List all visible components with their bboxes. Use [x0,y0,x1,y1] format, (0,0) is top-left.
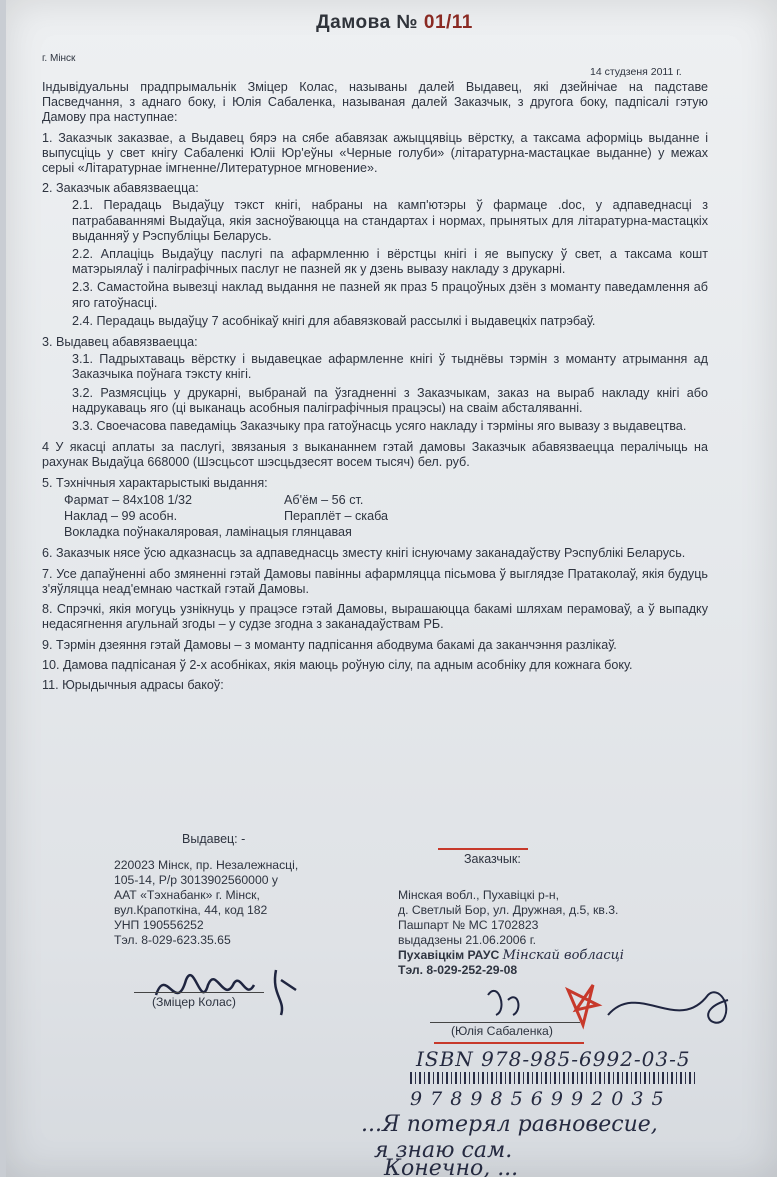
publisher-line: Тэл. 8-029-623.35.65 [114,933,231,947]
customer-issuer-handwritten: Мінскай вобласці [502,948,624,963]
clause-2-heading: 2. Заказчык абавязваецца: [42,181,199,196]
clause-11: 11. Юрыдычныя адрасы бакоў: [42,677,224,692]
clause-2-1: 2.1. Перадаць Выдаўцу тэкст кнігі, набраны на камп'ютэры ў фармаце .doc, у адпаведнасці з патрабаваннямі Выдаўца, якія засноўваюцца на стандартах і нормах, прынятых для літаратурна-мастацкіх выданняў у Рэспубліцы Беларусь. [72,198,708,243]
clause-9: 9. Тэрмін дзеяння гэтай Дамовы – з моманту падпісання абодвума бакамі да заканчэння разлікаў. [42,637,617,652]
customer-label-underline [438,848,528,850]
contract-page [6,0,777,1177]
handwritten-isbn: ISBN 978-985-6992-03-5 [416,1047,691,1071]
clause-7: 7. Усе дапаўненні або змяненні гэтай Дамовы павінны афармляцца пісьмова ў выглядзе Пратаколаў, якія будуць з'яўляцца неад'емнаю часткай гэтай Дамовы. [42,566,708,596]
spec-format: Фармат – 84х108 1/32 [64,492,193,507]
clause-2-4: 2.4. Перадаць выдаўцу 7 асобнікаў кнігі для абавязковай рассылкі і выдавецкіх патрэбаў. [72,313,596,328]
publisher-line: УНП 190556252 [114,918,204,932]
publisher-line: ААТ «Тэхнабанк» г. Мінск, [114,888,260,902]
handwritten-poem-line-3: Конечно, ... [384,1156,519,1177]
handwritten-poem-line-1: ...Я потерял равновесие, [361,1112,658,1137]
handwritten-barcode-digits: 9 7 8 9 8 5 6 9 9 2 0 3 5 [410,1088,665,1110]
contract-title [6,12,777,34]
publisher-line: вул.Крапоткіна, 44, код 182 [114,903,268,917]
clause-3-1: 3.1. Падрыхтаваць вёрстку і выдавецкае афармленне кнігі ў тыднёвы тэрмін з моманту атрымання ад Заказчыка поўнага тэксту кнігі. [72,352,708,382]
clause-8: 8. Спрэчкі, якія могуць узнікнуць у працэсе гэтай Дамовы, вырашаюцца бакамі шляхам перамоваў, а ў выпадку недасягнення агульнай згоды – у судзе згодна з заканадаўствам РБ. [42,602,708,632]
clause-6: 6. Заказчык нясе ўсю адказнасць за адпаведнасць зместу кнігі існуючаму заканадаўству Рэспублікі Беларусь. [42,546,686,561]
publisher-signature-icon [146,955,316,1025]
customer-line: д. Светлый Бор, ул. Дружная, д.5, кв.3. [398,903,619,917]
customer-sign-line [430,1022,580,1023]
customer-sign-underline [434,1042,584,1044]
clause-2-2: 2.2. Аплаціць Выдаўцу паслугі па афармленню і вёрстцы кнігі і яе выпуску ў свет, а таксама кошт матэрыялаў і паліграфічных паслуг не пазней як у дзень вывазу накладу з друкарні. [72,247,708,277]
clause-3-heading: 3. Выдавец абавязваецца: [42,335,198,350]
customer-address [398,888,738,978]
publisher-line: 220023 Мінск, пр. Незалежнасці, [114,858,299,872]
spec-print-run: Наклад – 99 асобн. [64,509,178,524]
intro-paragraph: Індывідуальны прадпрымальнік Зміцер Колас, называны далей Выдавец, які дзейнічае на падставе Пасведчання, з аднаго боку, і Юлія Сабаленка, называная далей Заказчык, з другога боку, падпісалі гэтую Дамову пра наступнае: [42,80,708,125]
customer-issuer: Пухавіцкім РАУС [398,948,500,962]
publisher-line: 105-14, Р/р 3013902560000 у [114,873,278,887]
customer-label: Заказчык: [464,852,521,866]
barcode-icon [410,1072,695,1084]
customer-phone: Тэл. 8-029-252-29-08 [398,963,518,977]
customer-line: выдадзены 21.06.2006 г. [398,933,537,947]
contract-body [42,80,708,698]
spec-binding: Пераплёт – скаба [284,509,389,524]
clause-2-3: 2.3. Самастойна вывезці наклад выдання не пазней як праз 5 працоўных дзён з моманту паведамлення аб яго гатоўнасці. [72,280,708,310]
clause-1: 1. Заказчык заказвае, а Выдавец бярэ на сябе абавязак ажыццявіць вёрстку, а таксама аформіць выданне і выпусціць у свет кнігу Сабаленкі Юліі Юр'еўны «Черные голуби» (літаратурна-мастацкае выданне) у межах серыі «Літаратурнае імгненне/Литературное мгновение». [42,130,708,176]
publisher-address [114,858,354,948]
clause-4: 4 У якасці аплаты за паслугі, звязаныя з выкананнем гэтай дамовы Заказчык абавязваецца пералічыць на рахунак Выдаўца 668000 (Шэсцьсот шэсцьдзесят восем тысяч) бел. руб. [42,440,708,470]
publisher-sign-line [134,992,264,993]
customer-line: Мінская вобл., Пухавіцкі р-н, [398,888,559,902]
spec-volume: Аб'ём – 56 ст. [284,492,364,507]
customer-line: Пашпарт № МС 1702823 [398,918,539,932]
clause-10: 10. Дамова падпісаная ў 2-х асобніках, якія маюць роўную сілу, па адным асобніку для кожнага боку. [42,657,633,672]
title-prefix: Дамова № [316,12,419,33]
clause-3-2: 3.2. Размясціць у друкарні, выбранай па ўзгадненні з Заказчыкам, заказ на выраб накладу кнігі або надрукаваць яго (ці выканаць асобныя паліграфічныя працэсы) на сваім абсталяванні. [72,385,708,415]
contract-date: 14 студзеня 2011 г. [590,66,682,78]
clause-3-3: 3.3. Своечасова паведаміць Заказчыку пра гатоўнасць усяго накладу і тэрміны яго вывазу з выдавецтва. [72,419,687,434]
tech-specs [64,493,708,541]
publisher-sign-name: (Зміцер Колас) [152,995,236,1009]
customer-sign-name: (Юлія Сабаленка) [451,1024,553,1038]
handwritten-poem-line-2: я знаю сам. [374,1138,513,1163]
city: г. Мінск [42,53,76,64]
title-number: 01/11 [423,12,473,33]
clause-5-heading: 5. Тэхнічныя характарыстыкі выдання: [42,475,268,490]
spec-cover: Вокладка поўнакаляровая, ламінацыя глянцавая [64,525,352,540]
publisher-label: Выдавец: - [182,832,246,846]
